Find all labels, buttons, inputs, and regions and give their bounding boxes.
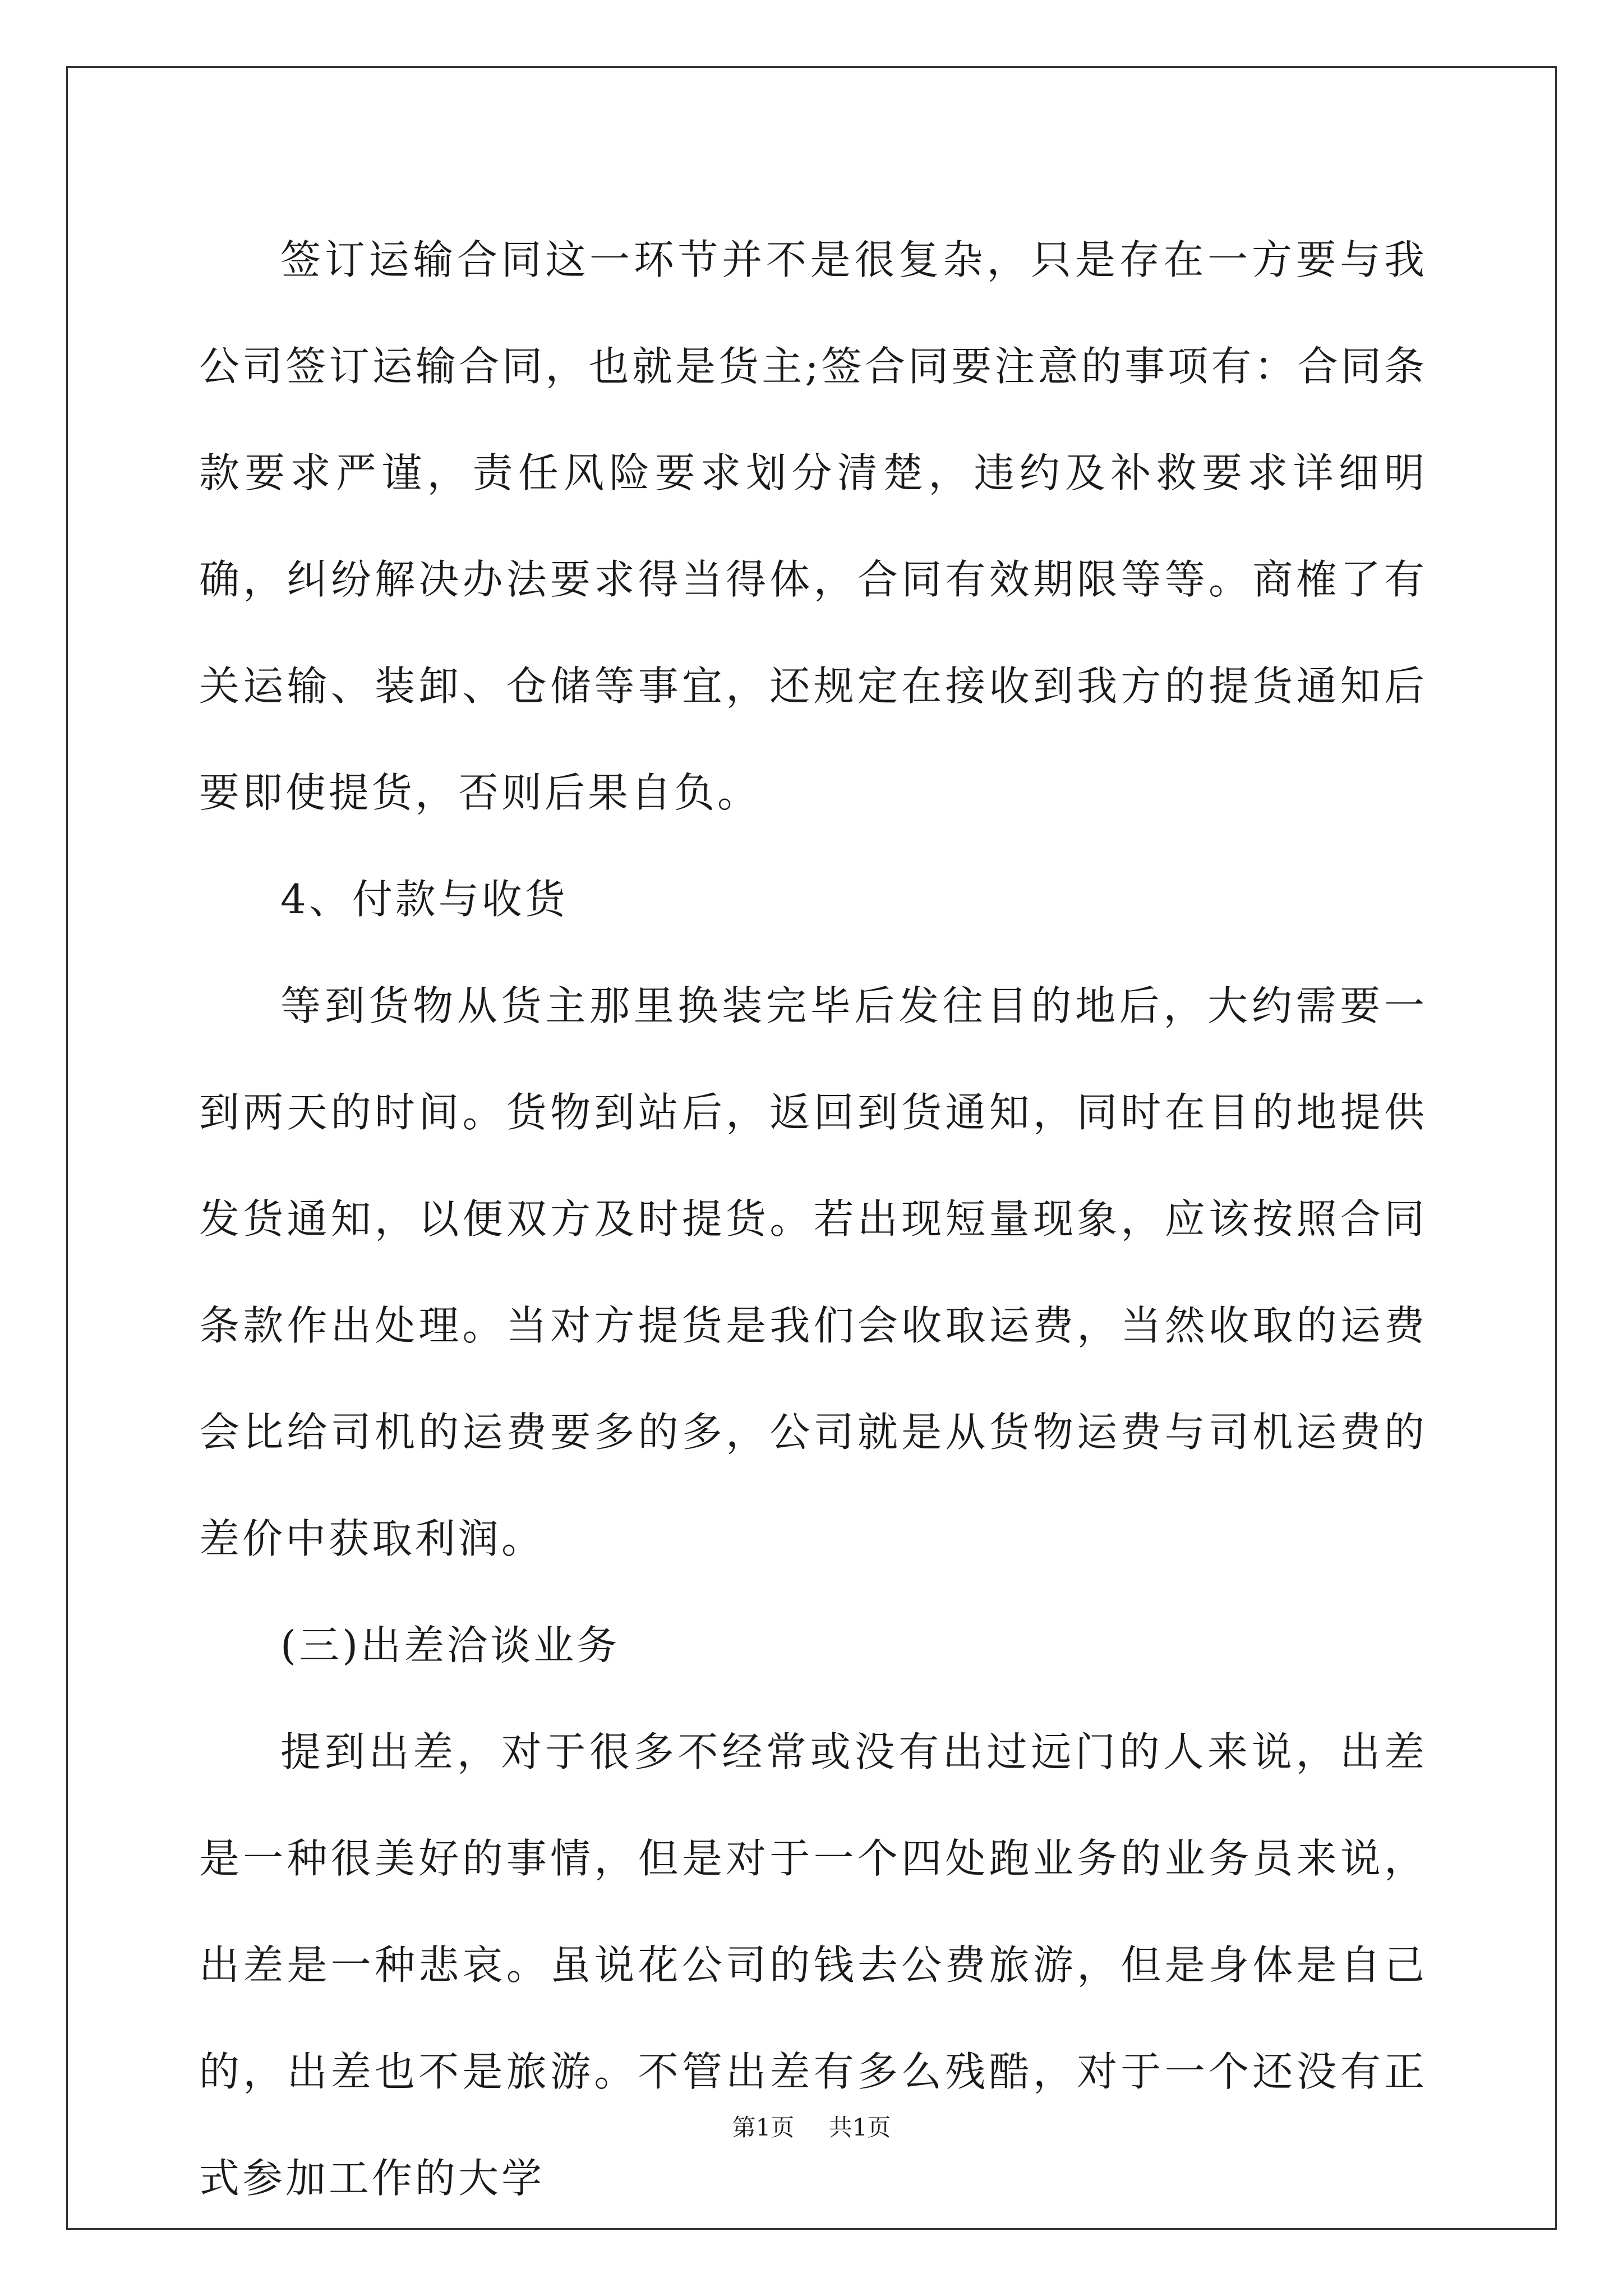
section-heading-payment: 4、付款与收货 [280, 876, 568, 923]
document-body [199, 206, 1427, 2231]
section-heading-business-trip: (三)出差洽谈业务 [280, 1622, 620, 1669]
page-number: 第1页 [732, 2114, 795, 2141]
page-total: 共1页 [828, 2114, 891, 2141]
paragraph-business-trip: 提到出差，对于很多不经常或没有出过远门的人来说，出差是一种很美好的事情，但是对于一个四处跑业务的业务员来说，出差是一种悲哀。虽说花公司的钱去公费旅游，但是身体是自己的，出差也不是旅游。不管出差有多么残酷，对于一个还没有正式参加工作的大学 [199, 1728, 1427, 2202]
paragraph-payment: 等到货物从货主那里换装完毕后发往目的地后，大约需要一到两天的时间。货物到站后，返回到货通知，同时在目的地提供发货通知，以便双方及时提货。若出现短量现象，应该按照合同条款作出处理。当对方提货是我们会收取运费，当然收取的运费会比给司机的运费要多的多，公司就是从货物运费与司机运费的差价中获取利润。 [199, 982, 1427, 1562]
paragraph-contract: 签订运输合同这一环节并不是很复杂，只是存在一方要与我公司签订运输合同，也就是货主;签合同要注意的事项有：合同条款要求严谨，责任风险要求划分清楚，违约及补救要求详细明确，纠纷解决办法要求得当得体，合同有效期限等等。商榷了有关运输、装卸、仓储等事宜，还规定在接收到我方的提货通知后要即使提货，否则后果自负。 [199, 236, 1427, 816]
page-footer [0, 2112, 1623, 2143]
